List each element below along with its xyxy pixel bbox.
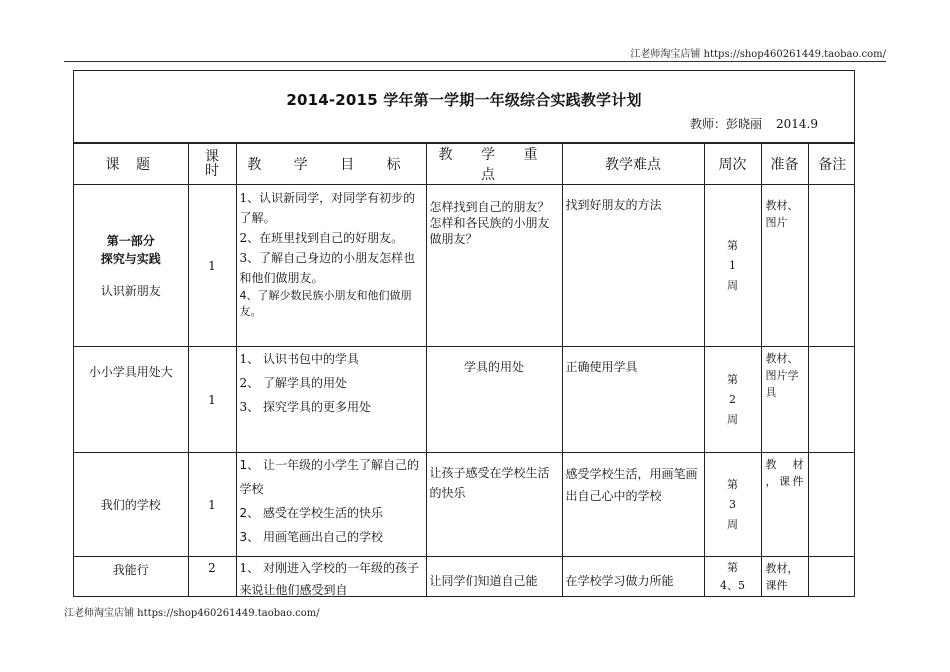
difficulty-cell: 正确使用学具 bbox=[562, 347, 704, 453]
col-header-prep: 准备 bbox=[761, 144, 808, 185]
goal-item: 1、认识新同学，对同学有初步的了解。 bbox=[239, 191, 416, 225]
plan-date: 2014.9 bbox=[776, 117, 818, 131]
difficulty-cell: 在学校学习做力所能 bbox=[562, 557, 704, 598]
week-cell: 第 3 周 bbox=[704, 453, 761, 557]
hours-cell: 2 bbox=[188, 557, 236, 598]
week-cell: 第 4、5 bbox=[704, 557, 761, 598]
goal-item: 3、 用画笔画出自己的学校 bbox=[239, 530, 383, 544]
col-header-hours: 课时 bbox=[188, 144, 236, 185]
part-subtitle: 探究与实践 bbox=[100, 252, 161, 266]
col-header-difficulties: 教学难点 bbox=[562, 144, 704, 185]
prep-cell: 教材、图片 bbox=[761, 185, 808, 347]
table-row bbox=[74, 185, 855, 347]
teacher-label: 教师：彭晓丽 bbox=[689, 117, 762, 131]
key-point-item: 怎样找到自己的朋友？ bbox=[429, 200, 550, 214]
key-points-cell: 学具的用处 bbox=[426, 347, 562, 453]
goal-item: 4、了解少数民族小朋友和他们做朋友。 bbox=[239, 289, 412, 318]
title-area bbox=[74, 71, 854, 143]
goals-cell: 1、 对刚进入学校的一年级的孩子来说让他们感受到自 bbox=[236, 557, 426, 598]
topic-cell bbox=[74, 185, 188, 347]
goal-item: 2、 了解学具的用处 bbox=[239, 376, 347, 390]
goal-item: 2、 感受在学校生活的快乐 bbox=[239, 506, 383, 520]
key-points-cell bbox=[426, 185, 562, 347]
goal-item: 3、 探究学具的更多用处 bbox=[239, 400, 371, 414]
page-title: 2014-2015 学年第一学期一年级综合实践教学计划 bbox=[286, 91, 642, 109]
col-header-key-points: 教 学 重 点 bbox=[426, 144, 562, 185]
col-header-notes: 备注 bbox=[808, 144, 855, 185]
footer-note: 江老师淘宝店铺 https://shop460261449.taobao.com/ bbox=[64, 608, 320, 619]
prep-cell: 教材、图片学具 bbox=[761, 347, 808, 453]
goal-item: 1、 让一年级的小学生了解自己的学校 bbox=[239, 458, 419, 496]
topic-cell: 小小学具用处大 bbox=[74, 347, 188, 453]
prep-cell: 教材，课件 bbox=[761, 557, 808, 598]
col-header-goals: 教 学 目 标 bbox=[236, 144, 426, 185]
key-point-item: 怎样和各民族的小朋友做朋友？ bbox=[429, 216, 550, 246]
hours-cell: 1 bbox=[188, 347, 236, 453]
plan-table bbox=[74, 143, 855, 597]
week-cell: 第 2 周 bbox=[704, 347, 761, 453]
teacher-line bbox=[690, 115, 818, 132]
col-header-topic: 课 题 bbox=[74, 144, 188, 185]
topic-cell: 我们的学校 bbox=[74, 453, 188, 557]
hours-cell: 1 bbox=[188, 185, 236, 347]
table-row bbox=[74, 557, 855, 598]
hours-cell: 1 bbox=[188, 453, 236, 557]
prep-cell: 教 材 ，课件 bbox=[761, 453, 808, 557]
goal-item: 1、 认识书包中的学具 bbox=[239, 352, 359, 366]
goals-cell bbox=[236, 453, 426, 557]
key-points-cell: 让同学们知道自己能 bbox=[426, 557, 562, 598]
goal-item: 2、在班里找到自己的好朋友。 bbox=[239, 231, 404, 245]
notes-cell bbox=[808, 453, 855, 557]
notes-cell bbox=[808, 347, 855, 453]
week-cell: 第 1 周 bbox=[704, 185, 761, 347]
topic-cell: 我能行 bbox=[74, 557, 188, 598]
lesson-topic: 认识新朋友 bbox=[100, 284, 161, 298]
table-row bbox=[74, 347, 855, 453]
goals-cell bbox=[236, 185, 426, 347]
col-header-week: 周次 bbox=[704, 144, 761, 185]
goal-item: 3、了解自己身边的小朋友怎样也和他们做朋友。 bbox=[239, 251, 416, 285]
goals-cell bbox=[236, 347, 426, 453]
difficulty-cell: 感受学校生活，用画笔画出自己心中的学校 bbox=[562, 453, 704, 557]
header-rule bbox=[64, 61, 886, 62]
table-header-row bbox=[74, 144, 855, 185]
part-title: 第一部分 bbox=[106, 234, 155, 248]
notes-cell bbox=[808, 185, 855, 347]
notes-cell bbox=[808, 557, 855, 598]
table-row bbox=[74, 453, 855, 557]
difficulty-cell: 找到好朋友的方法 bbox=[562, 185, 704, 347]
header-note: 江老师淘宝店铺 https://shop460261449.taobao.com/ bbox=[630, 49, 886, 60]
key-points-cell: 让孩子感受在学校生活的快乐 bbox=[426, 453, 562, 557]
plan-document bbox=[73, 70, 855, 597]
